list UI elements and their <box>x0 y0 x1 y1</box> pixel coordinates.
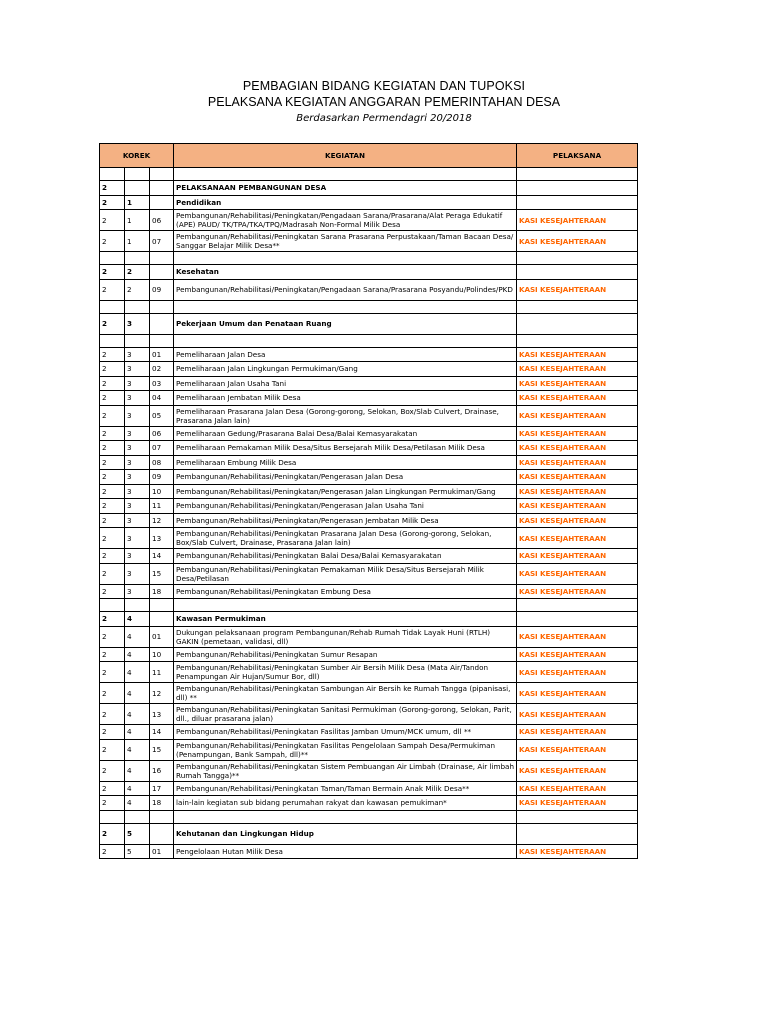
table-row <box>100 362 638 377</box>
document-title-block <box>0 78 768 126</box>
kegiatan-cell: Pemeliharaan Embung Milik Desa <box>174 455 517 470</box>
kegiatan-cell: Pembangunan/Rehabilitasi/Peningkatan/Pengadaan Sarana/Prasarana Posyandu/Polindes/PKD <box>174 279 517 300</box>
pelaksana-cell: KASI KESEJAHTERAAN <box>517 455 638 470</box>
empty-cell <box>150 810 174 823</box>
korek-level-1: 2 <box>100 231 125 252</box>
korek-level-1: 2 <box>100 823 125 844</box>
table-row <box>100 210 638 231</box>
kegiatan-cell: Pemeliharaan Jembatan Milik Desa <box>174 391 517 406</box>
korek-level-2 <box>125 181 150 196</box>
section-row <box>100 313 638 334</box>
empty-cell <box>100 334 125 347</box>
section-row <box>100 612 638 627</box>
empty-cell <box>100 300 125 313</box>
kegiatan-cell: Pembangunan/Rehabilitasi/Peningkatan/Pengerasan Jalan Usaha Tani <box>174 499 517 514</box>
pelaksana-cell: KASI KESEJAHTERAAN <box>517 405 638 426</box>
kegiatan-cell: Pekerjaan Umum dan Penataan Ruang <box>174 313 517 334</box>
pelaksana-cell: KASI KESEJAHTERAAN <box>517 484 638 499</box>
table-row <box>100 584 638 599</box>
korek-level-3: 06 <box>150 426 174 441</box>
empty-cell <box>125 810 150 823</box>
korek-level-2: 4 <box>125 626 150 647</box>
korek-level-2: 3 <box>125 470 150 485</box>
header-korek: KOREK <box>100 144 174 168</box>
pelaksana-cell: KASI KESEJAHTERAAN <box>517 796 638 811</box>
table-row <box>100 563 638 584</box>
spacer-row <box>100 252 638 265</box>
table-row <box>100 405 638 426</box>
empty-cell <box>150 334 174 347</box>
korek-level-2: 3 <box>125 584 150 599</box>
pelaksana-cell: KASI KESEJAHTERAAN <box>517 647 638 662</box>
korek-level-3: 18 <box>150 584 174 599</box>
pelaksana-cell: KASI KESEJAHTERAAN <box>517 231 638 252</box>
pelaksana-cell: KASI KESEJAHTERAAN <box>517 279 638 300</box>
korek-level-2: 2 <box>125 265 150 280</box>
korek-level-3: 17 <box>150 781 174 796</box>
table-row <box>100 781 638 796</box>
korek-level-3: 07 <box>150 441 174 456</box>
korek-level-3: 11 <box>150 662 174 683</box>
korek-level-1: 2 <box>100 376 125 391</box>
korek-level-1: 2 <box>100 612 125 627</box>
korek-level-2: 3 <box>125 362 150 377</box>
empty-cell <box>125 300 150 313</box>
korek-level-1: 2 <box>100 347 125 362</box>
kegiatan-cell: Pembangunan/Rehabilitasi/Peningkatan Sumber Air Bersih Milik Desa (Mata Air/Tandon Penampungan Air Hujan/Sumur Bor, dll) <box>174 662 517 683</box>
empty-cell <box>125 334 150 347</box>
korek-level-3: 14 <box>150 725 174 740</box>
table-row <box>100 683 638 704</box>
empty-cell <box>174 168 517 181</box>
empty-cell <box>174 252 517 265</box>
korek-level-3 <box>150 313 174 334</box>
spacer-row <box>100 810 638 823</box>
kegiatan-cell: Kesehatan <box>174 265 517 280</box>
korek-level-1: 2 <box>100 426 125 441</box>
kegiatan-cell: Pembangunan/Rehabilitasi/Peningkatan/Pengerasan Jalan Desa <box>174 470 517 485</box>
table-row <box>100 231 638 252</box>
spacer-row <box>100 168 638 181</box>
kegiatan-cell: Kawasan Permukiman <box>174 612 517 627</box>
korek-level-3: 12 <box>150 683 174 704</box>
korek-level-3: 12 <box>150 513 174 528</box>
empty-cell <box>517 599 638 612</box>
korek-level-2: 4 <box>125 781 150 796</box>
pelaksana-cell: KASI KESEJAHTERAAN <box>517 210 638 231</box>
korek-level-1: 2 <box>100 528 125 549</box>
empty-cell <box>100 168 125 181</box>
korek-level-1: 2 <box>100 647 125 662</box>
korek-level-3 <box>150 181 174 196</box>
korek-level-1: 2 <box>100 584 125 599</box>
table-row <box>100 279 638 300</box>
korek-level-1: 2 <box>100 683 125 704</box>
empty-cell <box>150 168 174 181</box>
table-row <box>100 484 638 499</box>
korek-level-2: 3 <box>125 563 150 584</box>
pelaksana-cell <box>517 265 638 280</box>
table-row <box>100 513 638 528</box>
empty-cell <box>517 252 638 265</box>
pelaksana-cell: KASI KESEJAHTERAAN <box>517 376 638 391</box>
empty-cell <box>100 810 125 823</box>
pelaksana-cell: KASI KESEJAHTERAAN <box>517 513 638 528</box>
pelaksana-cell: KASI KESEJAHTERAAN <box>517 347 638 362</box>
korek-level-3: 04 <box>150 391 174 406</box>
kegiatan-cell: Pemeliharaan Prasarana Jalan Desa (Gorong-gorong, Selokan, Box/Slab Culvert, Drainase, Prasarana Jalan lain) <box>174 405 517 426</box>
korek-level-2: 3 <box>125 313 150 334</box>
table-body <box>100 168 638 859</box>
pelaksana-cell: KASI KESEJAHTERAAN <box>517 725 638 740</box>
korek-level-3: 18 <box>150 796 174 811</box>
spacer-row <box>100 334 638 347</box>
kegiatan-cell: Pembangunan/Rehabilitasi/Peningkatan Fasilitas Pengelolaan Sampah Desa/Permukiman (Penampungan, Bank Sampah, dll)** <box>174 739 517 760</box>
pelaksana-cell <box>517 195 638 210</box>
kegiatan-cell: Dukungan pelaksanaan program Pembangunan/Rehab Rumah Tidak Layak Huni (RTLH) GAKIN (pemetaan, validasi, dll) <box>174 626 517 647</box>
table-row <box>100 549 638 564</box>
spacer-row <box>100 300 638 313</box>
korek-level-3: 02 <box>150 362 174 377</box>
korek-level-1: 2 <box>100 704 125 725</box>
korek-level-1: 2 <box>100 279 125 300</box>
kegiatan-cell: Pembangunan/Rehabilitasi/Peningkatan Pemakaman Milik Desa/Situs Bersejarah Milik Desa/Petilasan <box>174 563 517 584</box>
table-row <box>100 760 638 781</box>
table-row <box>100 528 638 549</box>
korek-level-3: 07 <box>150 231 174 252</box>
korek-level-1: 2 <box>100 362 125 377</box>
header-kegiatan: KEGIATAN <box>174 144 517 168</box>
kegiatan-cell: lain-lain kegiatan sub bidang perumahan rakyat dan kawasan pemukiman* <box>174 796 517 811</box>
pelaksana-cell: KASI KESEJAHTERAAN <box>517 683 638 704</box>
kegiatan-cell: Pembangunan/Rehabilitasi/Peningkatan/Pengerasan Jembatan Milik Desa <box>174 513 517 528</box>
table-header-row <box>100 144 638 168</box>
korek-level-2: 1 <box>125 231 150 252</box>
korek-level-2: 4 <box>125 647 150 662</box>
korek-level-1: 2 <box>100 265 125 280</box>
korek-level-1: 2 <box>100 760 125 781</box>
table-row <box>100 725 638 740</box>
korek-level-1: 2 <box>100 781 125 796</box>
korek-level-3 <box>150 195 174 210</box>
kegiatan-table <box>99 143 638 859</box>
table-row <box>100 739 638 760</box>
pelaksana-cell: KASI KESEJAHTERAAN <box>517 362 638 377</box>
empty-cell <box>125 252 150 265</box>
korek-level-2: 3 <box>125 405 150 426</box>
kegiatan-cell: Pengelolaan Hutan Milik Desa <box>174 844 517 859</box>
subtitle: Berdasarkan Permendagri 20/2018 <box>296 113 472 124</box>
korek-level-3 <box>150 612 174 627</box>
header-pelaksana: PELAKSANA <box>517 144 638 168</box>
korek-level-3 <box>150 823 174 844</box>
kegiatan-cell: Pembangunan/Rehabilitasi/Peningkatan Fasilitas Jamban Umum/MCK umum, dll ** <box>174 725 517 740</box>
korek-level-2: 5 <box>125 844 150 859</box>
kegiatan-cell: Pendidikan <box>174 195 517 210</box>
table-row <box>100 391 638 406</box>
korek-level-3: 08 <box>150 455 174 470</box>
table-row <box>100 844 638 859</box>
korek-level-2: 4 <box>125 725 150 740</box>
korek-level-3: 10 <box>150 484 174 499</box>
pelaksana-cell: KASI KESEJAHTERAAN <box>517 584 638 599</box>
korek-level-2: 4 <box>125 683 150 704</box>
korek-level-3: 09 <box>150 279 174 300</box>
table-row <box>100 499 638 514</box>
kegiatan-cell: Pembangunan/Rehabilitasi/Peningkatan Sambungan Air Bersih ke Rumah Tangga (pipanisasi, dll) ** <box>174 683 517 704</box>
pelaksana-cell: KASI KESEJAHTERAAN <box>517 470 638 485</box>
table-row <box>100 426 638 441</box>
empty-cell <box>517 168 638 181</box>
table-row <box>100 347 638 362</box>
kegiatan-cell: Pembangunan/Rehabilitasi/Peningkatan/Pengerasan Jalan Lingkungan Permukiman/Gang <box>174 484 517 499</box>
pelaksana-cell <box>517 612 638 627</box>
spacer-row <box>100 599 638 612</box>
kegiatan-cell: Pemeliharaan Pemakaman Milik Desa/Situs Bersejarah Milik Desa/Petilasan Milik Desa <box>174 441 517 456</box>
korek-level-1: 2 <box>100 725 125 740</box>
empty-cell <box>174 599 517 612</box>
korek-level-1: 2 <box>100 626 125 647</box>
empty-cell <box>125 599 150 612</box>
korek-level-2: 2 <box>125 279 150 300</box>
pelaksana-cell <box>517 823 638 844</box>
korek-level-1: 2 <box>100 313 125 334</box>
korek-level-2: 3 <box>125 441 150 456</box>
korek-level-3: 01 <box>150 844 174 859</box>
pelaksana-cell <box>517 313 638 334</box>
kegiatan-cell: Pemeliharaan Gedung/Prasarana Balai Desa/Balai Kemasyarakatan <box>174 426 517 441</box>
empty-cell <box>517 334 638 347</box>
korek-level-2: 3 <box>125 376 150 391</box>
korek-level-2: 1 <box>125 210 150 231</box>
pelaksana-cell: KASI KESEJAHTERAAN <box>517 563 638 584</box>
pelaksana-cell <box>517 181 638 196</box>
table-row <box>100 796 638 811</box>
kegiatan-cell: Pemeliharaan Jalan Usaha Tani <box>174 376 517 391</box>
korek-level-2: 3 <box>125 455 150 470</box>
kegiatan-cell: Pembangunan/Rehabilitasi/Peningkatan Taman/Taman Bermain Anak Milik Desa** <box>174 781 517 796</box>
korek-level-2: 3 <box>125 499 150 514</box>
pelaksana-cell: KASI KESEJAHTERAAN <box>517 499 638 514</box>
korek-level-3: 01 <box>150 347 174 362</box>
table-row <box>100 647 638 662</box>
korek-level-3: 05 <box>150 405 174 426</box>
kegiatan-cell: Pembangunan/Rehabilitasi/Peningkatan/Pengadaan Sarana/Prasarana/Alat Peraga Edukatif (APE) PAUD/ TK/TPA/TKA/TPQ/Madrasah Non-Formal Milik Desa <box>174 210 517 231</box>
korek-level-2: 3 <box>125 347 150 362</box>
korek-level-2: 4 <box>125 739 150 760</box>
korek-level-1: 2 <box>100 549 125 564</box>
pelaksana-cell: KASI KESEJAHTERAAN <box>517 760 638 781</box>
empty-cell <box>125 168 150 181</box>
korek-level-2: 1 <box>125 195 150 210</box>
section-row <box>100 823 638 844</box>
korek-level-2: 3 <box>125 391 150 406</box>
korek-level-3: 16 <box>150 760 174 781</box>
korek-level-3: 11 <box>150 499 174 514</box>
title-line-1: PEMBAGIAN BIDANG KEGIATAN DAN TUPOKSI <box>242 79 526 93</box>
korek-level-1: 2 <box>100 455 125 470</box>
korek-level-3: 10 <box>150 647 174 662</box>
korek-level-1: 2 <box>100 796 125 811</box>
korek-level-2: 4 <box>125 662 150 683</box>
korek-level-1: 2 <box>100 739 125 760</box>
pelaksana-cell: KASI KESEJAHTERAAN <box>517 549 638 564</box>
kegiatan-cell: Pemeliharaan Jalan Desa <box>174 347 517 362</box>
table-row <box>100 441 638 456</box>
korek-level-3: 06 <box>150 210 174 231</box>
table-row <box>100 662 638 683</box>
kegiatan-cell: Pembangunan/Rehabilitasi/Peningkatan Embung Desa <box>174 584 517 599</box>
section-row <box>100 181 638 196</box>
kegiatan-cell: Pembangunan/Rehabilitasi/Peningkatan Balai Desa/Balai Kemasyarakatan <box>174 549 517 564</box>
korek-level-1: 2 <box>100 484 125 499</box>
kegiatan-cell: Pembangunan/Rehabilitasi/Peningkatan Sanitasi Permukiman (Gorong-gorong, Selokan, Parit, dll., diluar prasarana jalan) <box>174 704 517 725</box>
table-row <box>100 704 638 725</box>
empty-cell <box>100 252 125 265</box>
korek-level-1: 2 <box>100 470 125 485</box>
pelaksana-cell: KASI KESEJAHTERAAN <box>517 391 638 406</box>
pelaksana-cell: KASI KESEJAHTERAAN <box>517 426 638 441</box>
pelaksana-cell: KASI KESEJAHTERAAN <box>517 662 638 683</box>
kegiatan-cell: Pembangunan/Rehabilitasi/Peningkatan Sarana Prasarana Perpustakaan/Taman Bacaan Desa/ Sanggar Belajar Milik Desa** <box>174 231 517 252</box>
korek-level-3: 03 <box>150 376 174 391</box>
table-row <box>100 626 638 647</box>
korek-level-1: 2 <box>100 391 125 406</box>
korek-level-3: 13 <box>150 704 174 725</box>
korek-level-3: 01 <box>150 626 174 647</box>
korek-level-1: 2 <box>100 662 125 683</box>
kegiatan-cell: Pemeliharaan Jalan Lingkungan Permukiman/Gang <box>174 362 517 377</box>
pelaksana-cell: KASI KESEJAHTERAAN <box>517 704 638 725</box>
korek-level-1: 2 <box>100 210 125 231</box>
kegiatan-cell: Pembangunan/Rehabilitasi/Peningkatan Sistem Pembuangan Air Limbah (Drainase, Air limbah Rumah Tangga)** <box>174 760 517 781</box>
korek-level-2: 3 <box>125 513 150 528</box>
korek-level-3: 09 <box>150 470 174 485</box>
korek-level-3: 15 <box>150 563 174 584</box>
kegiatan-cell: Pembangunan/Rehabilitasi/Peningkatan Sumur Resapan <box>174 647 517 662</box>
korek-level-2: 4 <box>125 760 150 781</box>
korek-level-2: 3 <box>125 484 150 499</box>
korek-level-2: 3 <box>125 426 150 441</box>
korek-level-3 <box>150 265 174 280</box>
pelaksana-cell: KASI KESEJAHTERAAN <box>517 528 638 549</box>
empty-cell <box>100 599 125 612</box>
korek-level-3: 14 <box>150 549 174 564</box>
empty-cell <box>174 334 517 347</box>
section-row <box>100 195 638 210</box>
empty-cell <box>150 300 174 313</box>
korek-level-2: 4 <box>125 612 150 627</box>
korek-level-2: 5 <box>125 823 150 844</box>
korek-level-1: 2 <box>100 181 125 196</box>
pelaksana-cell: KASI KESEJAHTERAAN <box>517 844 638 859</box>
pelaksana-cell: KASI KESEJAHTERAAN <box>517 626 638 647</box>
korek-level-1: 2 <box>100 563 125 584</box>
korek-level-3: 13 <box>150 528 174 549</box>
korek-level-1: 2 <box>100 405 125 426</box>
table-row <box>100 376 638 391</box>
empty-cell <box>150 599 174 612</box>
empty-cell <box>517 300 638 313</box>
korek-level-1: 2 <box>100 441 125 456</box>
empty-cell <box>150 252 174 265</box>
pelaksana-cell: KASI KESEJAHTERAAN <box>517 781 638 796</box>
korek-level-1: 2 <box>100 499 125 514</box>
kegiatan-cell: Pembangunan/Rehabilitasi/Peningkatan Prasarana Jalan Desa (Gorong-gorong, Selokan, Box/Slab Culvert, Drainase, Prasarana Jalan lain) <box>174 528 517 549</box>
empty-cell <box>174 300 517 313</box>
table-row <box>100 455 638 470</box>
korek-level-2: 3 <box>125 528 150 549</box>
title-line-2: PELAKSANA KEGIATAN ANGGARAN PEMERINTAHAN DESA <box>207 95 561 109</box>
korek-level-1: 2 <box>100 513 125 528</box>
korek-level-1: 2 <box>100 844 125 859</box>
pelaksana-cell: KASI KESEJAHTERAAN <box>517 441 638 456</box>
korek-level-3: 15 <box>150 739 174 760</box>
section-row <box>100 265 638 280</box>
kegiatan-cell: Kehutanan dan Lingkungan Hidup <box>174 823 517 844</box>
korek-level-2: 4 <box>125 704 150 725</box>
empty-cell <box>174 810 517 823</box>
table-row <box>100 470 638 485</box>
korek-level-1: 2 <box>100 195 125 210</box>
empty-cell <box>517 810 638 823</box>
pelaksana-cell: KASI KESEJAHTERAAN <box>517 739 638 760</box>
kegiatan-cell: PELAKSANAAN PEMBANGUNAN DESA <box>174 181 517 196</box>
korek-level-2: 3 <box>125 549 150 564</box>
korek-level-2: 4 <box>125 796 150 811</box>
